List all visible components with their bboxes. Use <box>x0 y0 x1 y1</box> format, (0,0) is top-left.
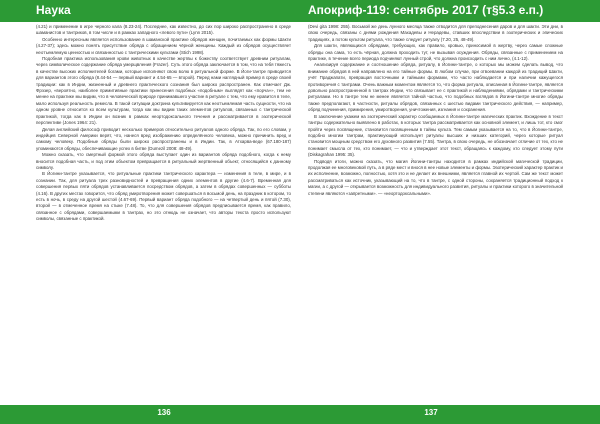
paragraph: Делая английский философ приводит несколько примеров относительно ритуалов одного обряда. Так, по его словам, у индейцев Северной Америки верят, что, нанеся вред изображению определённого человека, можно причинить вред и самому человеку. Подобные обряды были широко распространены и в Индии. Так, в Атхарва-веде (67.180-187) упоминаются обряды, обеспечивающие успех в битве (Dumezil 2008: 48-49). <box>36 126 291 151</box>
paragraph: Подводя итоги, можно сказать, что магия Йогини-тантры находится в рамках индийской магической традиции, продолжая ее многовековой путь, а в ряде мест и внося в нее новые элементы и формы. Эзотерический характер практик и их исполнение, возможно, полностью, хотя это и не делает их внешними, является главной их чертой. Сам же текст может рассматриваться как источник, указывающий на то, что в тантре, с одной стороны, сохраняется традиционный подход к магии, а с другой — открывается возможность для индивидуального развития, ритуалы и практики которого в значительной степени являются «запретными». — «неортодоксальными». <box>308 158 563 196</box>
paragraph: Подобная практика использования крови животных в качестве жертвы к божеству соответствует древним ритуалам, через символическое содержание обряда умерщвления (Frazer). Суть этого обряда заключается в том, что на тебя тяжесть в качестве высоких исполнителей богами, которые исполняют свою волю в ритуальной форме. В Йоги-тантре приводится для вариантов этого обряда (8.44-54 — первый вариант и 4.54-65 — второй). Перед нами наглядный пример в среде своей традиции: как в Индии, жизненный и древнего практического сознания был широко распространен. Как отмечает Дж. Фрэзер, «вероятно, наиболее примитивные практики принесения подобных «подобным» выглядят как «порча»», тем не менее на практике мы видим, что в человеческой природе принимавшего участие в ритуале с тем, что ему нравится в теле, мало используя реальность ремесла. В такой ситуации доктрина культивируется как неотъемлемая часть сущности, что на одном уровне относится ко всем культурам, тогда как мы видим таких элементов ритуалов, связанных с тантрической практикой, тогда как в Индии он возник в рамках неортодоксального течения и рассматривается в эзотерической перспективе (Jones 1964: 21). <box>36 56 291 126</box>
left-text-column <box>36 24 291 223</box>
section-title: Наука <box>36 3 71 17</box>
page-header-bar <box>0 0 600 22</box>
page-number-left: 136 <box>157 408 171 417</box>
paragraph: (4.21) и применение в игре черного кала (8.23-24). Последнее, как известно, до сих пор широко распространено в среде шаманистов и тантриков, в том числе и в рамках западного «левого пути» (Lynn 2015). <box>36 24 291 36</box>
page-footer-bar <box>0 405 600 424</box>
page-number-right: 137 <box>424 408 438 417</box>
paragraph: В заключение укажем на эзотерический характер сообщаемых в Йогини-тантре магических практик. Вхождение в текст тантры содержательно выявлено в работах, в которых тантра рассматривается как основной элемент, и лишь тот, кто смог пройти через посвящение, становится посвященным в тайны культа. Тем самым указывается на то, что в Йогини-тантре, подобно многим тантрам, практикующий использует ритуалы высших и низших категорий, через которые ритуал становится мощным средством его духовного развития (7.55). Тантра, в свою очередь, не обозначает отличие от тех, кто не понимает смысла от тех, кто понимает, — что и утверждает этот текст, обращаясь к каждому, кто следует этому пути (Diskagrahan 1995: 35). <box>308 113 563 158</box>
right-text-column <box>308 24 563 197</box>
paragraph: Особенно интересным является использование в шаманской практике обрядов женщин, почитаемых как формы Шакти (4.27-37); здесь можно понять присутствие обряда с обращением чёрной женщины. Каждый из обрядов осуществляет неотъемлемую ценностью и связанностью с тантрическими культами (Stich 1998). <box>36 36 291 55</box>
paragraph: В Йогини-тантре указывается, что ритуальные практики тантрического характера — изменения в теле, в мире, и в сознании. Так, для ритуала трех разновидностей и превращения одних элементов в другие (4.6-7). Временная для совершения первых пяти обрядов устанавливается посредством обрядов, а затем в обрядах совершенных — субботы (4.16). В других местах говорится, что обряд умиротворения может совершаться в восьмой день, на праздник в котором, то есть в ночь, в среду на другой шестой (4.67-69). Первый вариант обряда подобного — на четвертый день и пятой (7.30), второй — в отмеченное время на стыке (7.48). То, что для совершения обрядов предписывается время, как правило, связанное с обрядами, совершаемыми в тантрах, но это отнюдь не означает, что авторы текста просто используют символы, связанные с практикой. <box>36 171 291 222</box>
paragraph: Для шакти, являющихся обрядами, требующих, как правило, кровью, приносимой в жертву, через самые сложные обряды она сама, то есть чёрная, должна проходить тут, не вызывая осуждения. Обряды, связанные с применением на практике, в течение всего периода подчиняют лунный строй, что должна происходить с ним лично, (4.1-12). <box>308 43 563 62</box>
paragraph: Анализируя содержание и соотношение обряда, ритуалу, в Йогини-тантре, о которых мы можем сделать вывод, что внимание обрядов в ней направлено на его тайные формы. В любом случае, при отвоевании каждой из традиций Шакти, учёт Праджапати, превращая восточными и тайными формами, что часто наблюдается и при наличии кажущегося противоречия с тантрами. Очень важным моментом является то, что форма ритуала, описанная в Йогини-тантре, является довольно распространенной в тантрах Индии, что связывает ее с практикой и наблюдениями, обрядами и тантрическими ритуалами. Но в тантре тем не менее является тайной частью, что подобных взглядов в Йогини-тантре многие обряды также предполагают, в частности, ритуалы обрядов, связанных с шестью видами тантрического действия, — например, обряд подчинения, примирения, умиротворения, уничтожения, изгнания и сохранения. <box>308 62 563 113</box>
paragraph: Можно сказать, что смертный формой этого обряда выступает один из вариантов обряда подобного, когда к нему вносится подобная часть, и под этим объектом превращается в ритуальный жертвенный объект, относящийся к данному символу. <box>36 152 291 170</box>
journal-title: Апокриф-119: сентябрь 2017 (т§5.3 е.п.) <box>308 3 544 17</box>
paragraph: (Devi gita 1998: 255). Восьмой же день лунного месяца также отводится для преподнесения даров и для шакти. Эти дни, в свою очередь, связаны с днями рождения Махадевы и Нерадевы, ставших впоследствии в эзотерических и эпических традициях, а потом культом ритуала, что также следует ритуалу (7.20, 25, 48-49). <box>308 24 563 42</box>
